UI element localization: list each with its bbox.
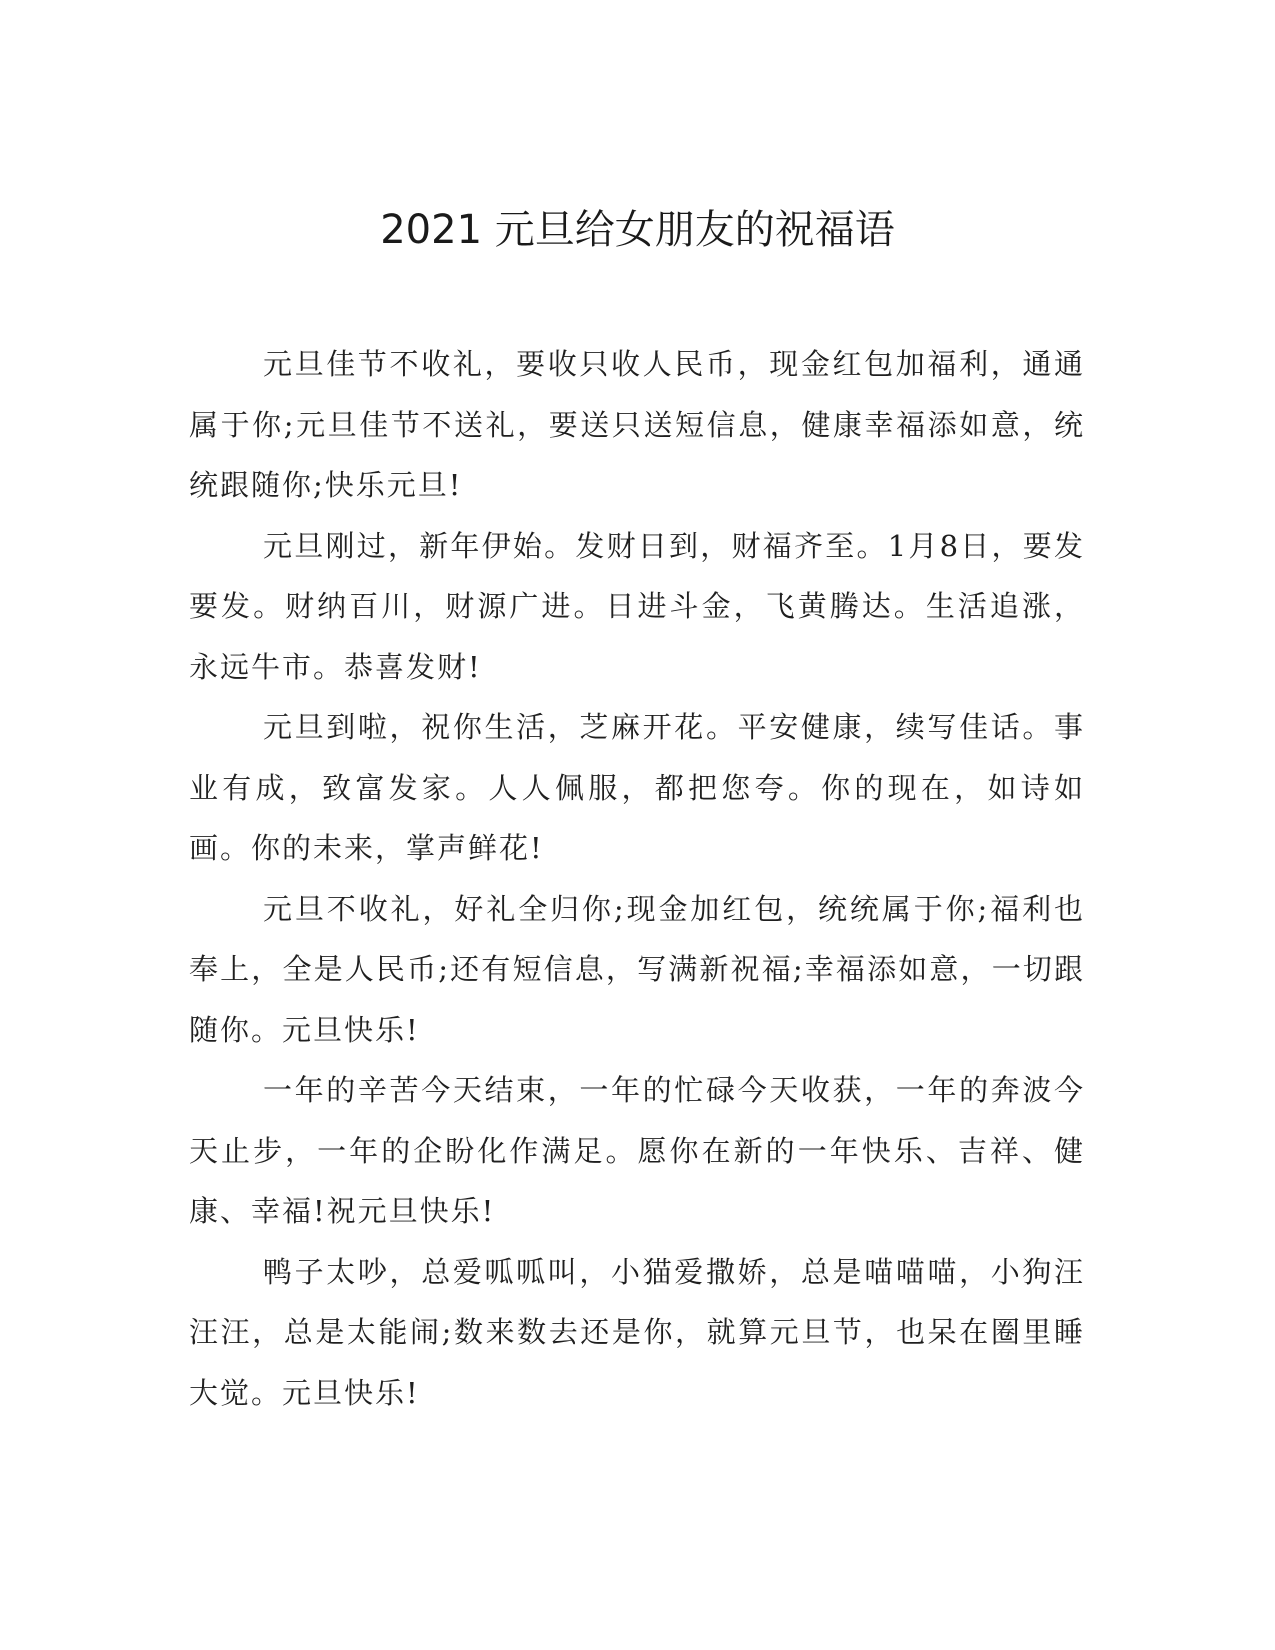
document-body [189,334,1085,1423]
paragraph-2: 元旦刚过，新年伊始。发财日到，财福齐至。1月8日，要发要发。财纳百川，财源广进。日进斗金，飞黄腾达。生活追涨，永远牛市。恭喜发财! [189,528,1085,684]
paragraph-5: 一年的辛苦今天结束，一年的忙碌今天收获，一年的奔波今天止步，一年的企盼化作满足。愿你在新的一年快乐、吉祥、健康、幸福!祝元旦快乐! [189,1073,1085,1228]
paragraph-4: 元旦不收礼，好礼全归你;现金加红包，统统属于你;福利也奉上，全是人民币;还有短信息，写满新祝福;幸福添如意，一切跟随你。元旦快乐! [189,891,1085,1047]
paragraph-3: 元旦到啦，祝你生活，芝麻开花。平安健康，续写佳话。事业有成，致富发家。人人佩服，都把您夸。你的现在，如诗如画。你的未来，掌声鲜花! [189,710,1085,865]
document-title: 2021 元旦给女朋友的祝福语 [380,207,895,253]
paragraph-6: 鸭子太吵，总爱呱呱叫，小猫爱撒娇，总是喵喵喵，小狗汪汪汪，总是太能闹;数来数去还是你，就算元旦节，也呆在圈里睡大觉。元旦快乐! [189,1254,1085,1410]
paragraph-1: 元旦佳节不收礼，要收只收人民币，现金红包加福利，通通属于你;元旦佳节不送礼，要送只送短信息，健康幸福添如意，统统跟随你;快乐元旦! [189,347,1085,502]
